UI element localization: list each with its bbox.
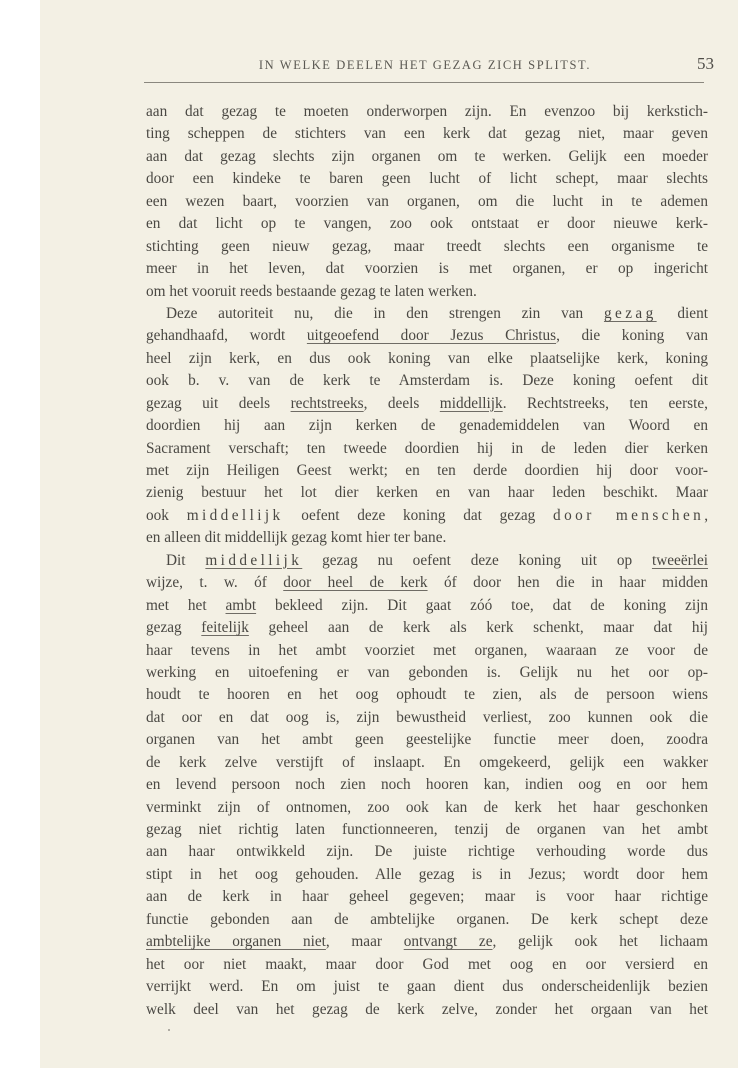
text-segment: functie gebonden aan de ambtelijke organen. De kerk schept deze: [146, 910, 708, 928]
text-segment: aan haar ontwikkeld zijn. De juiste richtige verhouding worde dus: [146, 843, 708, 861]
text-line: [146, 303, 708, 325]
spaced-emphasis: gezag: [603, 304, 657, 322]
text-segment: geheel aan de kerk als kerk schenkt, maar dat hij: [248, 619, 708, 637]
text-segment: gezag niet richtig laten functionneeren, tenzij de organen van het ambt: [146, 821, 708, 838]
text-segment: meer in het leven, dat voorzien is met organen, er op ingericht: [146, 260, 708, 278]
text-line: [146, 774, 708, 796]
text-line: [146, 370, 708, 392]
text-segment: een wezen baart, voorzien van organen, om die lucht in te ademen: [146, 192, 708, 210]
text-line: [146, 931, 708, 953]
underlined-text: rechtstreeks: [290, 394, 364, 412]
text-segment: , gelijk ook het lichaam: [492, 933, 708, 951]
underlined-text: ambtelijke organen niet: [146, 933, 326, 951]
text-segment: de kerk zelve verstijft of inslaapt. En omgekeerd, gelijk een wakker: [146, 753, 708, 771]
text-segment: verrijkt werd. En om juist te gaan dient dus onderscheidenlijk bezien: [146, 978, 708, 996]
text-segment: Sacrament verschaft; ten tweede doordien hij in de leden dier kerken: [146, 439, 708, 457]
text-line: [146, 258, 708, 280]
text-segment: om het vooruit reeds bestaande gezag te laten werken.: [146, 282, 477, 300]
text-segment: ook b. v. van de kerk te Amsterdam is. Deze koning oefent dit: [146, 372, 708, 390]
text-segment: ,: [704, 506, 709, 524]
text-segment: met zijn Heiligen Geest werkt; en ten derde doordien hij door voor-: [146, 462, 708, 479]
text-line: [146, 707, 708, 729]
text-line: [146, 662, 708, 684]
text-line: [146, 684, 708, 706]
spaced-emphasis: middellijk: [205, 551, 303, 569]
underlined-text: door heel de kerk: [283, 574, 428, 592]
text-segment: , die koning van: [556, 327, 708, 345]
text-segment: stipt in het oog gehouden. Alle gezag is in Jezus; wordt door hem: [146, 865, 708, 883]
text-segment: gehandhaafd, wordt: [146, 327, 307, 345]
text-line: [146, 236, 708, 258]
text-line: [146, 819, 708, 841]
book-page: [40, 0, 738, 1068]
text-line: [146, 191, 708, 213]
page-header: [136, 54, 714, 80]
text-segment: stichting geen nieuw gezag, maar treedt slechts een organisme te: [146, 237, 708, 255]
text-line: [146, 886, 708, 908]
text-line: [146, 348, 708, 370]
text-segment: oefent deze koning dat gezag: [283, 506, 554, 524]
text-line: [146, 864, 708, 886]
text-segment: werking en uitoefening er van gebonden is. Gelijk nu het oor op-: [146, 663, 708, 681]
text-line: [146, 438, 708, 460]
text-segment: ting scheppen de stichters van een kerk dat gezag niet, maar geven: [146, 125, 708, 143]
text-segment: . Rechtstreeks, ten eerste,: [502, 394, 709, 412]
text-line: [146, 976, 708, 998]
text-segment: houdt te hooren en het oog ophoudt te zien, als de persoon wiens: [146, 686, 708, 704]
text-line: [146, 729, 708, 751]
text-segment: doordien hij aan zijn kerken de genademiddelen van Woord en: [146, 417, 708, 435]
body-text: [146, 101, 708, 1021]
text-line: [146, 123, 708, 145]
text-line: [146, 617, 708, 639]
text-segment: dient: [656, 304, 708, 322]
text-line: [146, 325, 708, 347]
text-segment: Deze autoriteit nu, die in den strengen zin van: [166, 304, 604, 322]
text-line: [146, 797, 708, 819]
text-segment: verminkt zijn of ontnomen, zoo ook kan de kerk het haar geschonken: [146, 798, 708, 816]
text-segment: aan dat gezag te moeten onderworpen zijn. En evenzoo bij kerkstich-: [146, 103, 708, 120]
text-line: [146, 841, 708, 863]
text-line: [146, 572, 708, 594]
text-segment: , deels: [363, 394, 440, 412]
text-line: [146, 101, 708, 123]
text-segment: met het: [146, 596, 226, 614]
underlined-text: tweeërlei: [651, 551, 709, 569]
underlined-text: ontvangt ze: [403, 933, 493, 951]
text-line: [146, 999, 708, 1021]
text-line: [146, 146, 708, 168]
text-segment: haar tevens in het ambt voorziet met organen, waaraan ze voor de: [146, 641, 708, 659]
text-segment: gezag uit deels: [146, 394, 291, 412]
text-segment: aan dat gezag slechts zijn organen om te werken. Gelijk een moeder: [146, 147, 708, 165]
text-segment: dat oor en dat oog is, zijn bewustheid verliest, zoo kunnen ook die: [146, 708, 708, 726]
text-segment: bekleed zijn. Dit gaat zóó toe, dat de koning zijn: [256, 596, 709, 614]
text-segment: welk deel van het gezag de kerk zelve, zonder het orgaan van het: [146, 1000, 708, 1018]
running-title: IN WELKE DEELEN HET GEZAG ZICH SPLITST.: [258, 58, 592, 72]
page-number: 53: [697, 54, 714, 73]
text-segment: óf door hen die in haar midden: [427, 574, 708, 592]
text-segment: ook: [146, 506, 187, 524]
underlined-text: feitelijk: [201, 619, 249, 637]
text-segment: , maar: [325, 933, 404, 951]
text-line: [146, 595, 708, 617]
underlined-text: middellijk: [439, 394, 503, 412]
text-segment: aan de kerk in haar geheel gegeven; maar is voor haar richtige: [146, 888, 708, 906]
text-line: [146, 281, 708, 303]
spaced-emphasis: middellijk: [186, 506, 284, 524]
spaced-emphasis: door menschen: [553, 506, 705, 524]
text-line: [146, 168, 708, 190]
underlined-text: ambt: [225, 596, 257, 614]
text-line: [146, 482, 708, 504]
text-line: [146, 640, 708, 662]
text-segment: door een kindeke te baren geen lucht of licht schept, maar slechts: [146, 170, 708, 188]
text-line: [146, 415, 708, 437]
text-segment: het oor niet maakt, maar door God met oog en oor versierd en: [146, 955, 708, 973]
text-segment: organen van het ambt geen geestelijke functie meer doen, zoodra: [146, 731, 708, 749]
underlined-text: uitgeoefend door Jezus Christus: [306, 327, 557, 345]
text-segment: wijze, t. w. óf: [146, 574, 284, 592]
text-segment: en dat licht op te vangen, zoo ook ontstaat er door nieuwe kerk-: [146, 215, 708, 233]
text-line: [146, 393, 708, 415]
text-line: [146, 954, 708, 976]
text-line: [146, 505, 708, 527]
text-segment: en alleen dit middellijk gezag komt hier ter bane.: [146, 529, 447, 547]
paper-speck: [168, 1029, 170, 1031]
text-segment: gezag: [146, 619, 202, 637]
text-segment: en levend persoon noch zien noch hooren kan, indien oog en oor hem: [146, 776, 708, 794]
header-rule: [144, 82, 704, 83]
text-segment: Dit: [166, 551, 206, 569]
text-line: [146, 460, 708, 482]
text-line: [146, 909, 708, 931]
text-segment: zienig bestuur het lot dier kerken en van haar leden beschikt. Maar: [146, 484, 708, 502]
text-segment: heel zijn kerk, en dus ook koning van elke plaatselijke kerk, koning: [146, 349, 708, 367]
text-line: [146, 550, 708, 572]
text-line: [146, 527, 708, 549]
text-segment: gezag nu oefent deze koning uit op: [302, 551, 652, 569]
text-line: [146, 752, 708, 774]
text-line: [146, 213, 708, 235]
